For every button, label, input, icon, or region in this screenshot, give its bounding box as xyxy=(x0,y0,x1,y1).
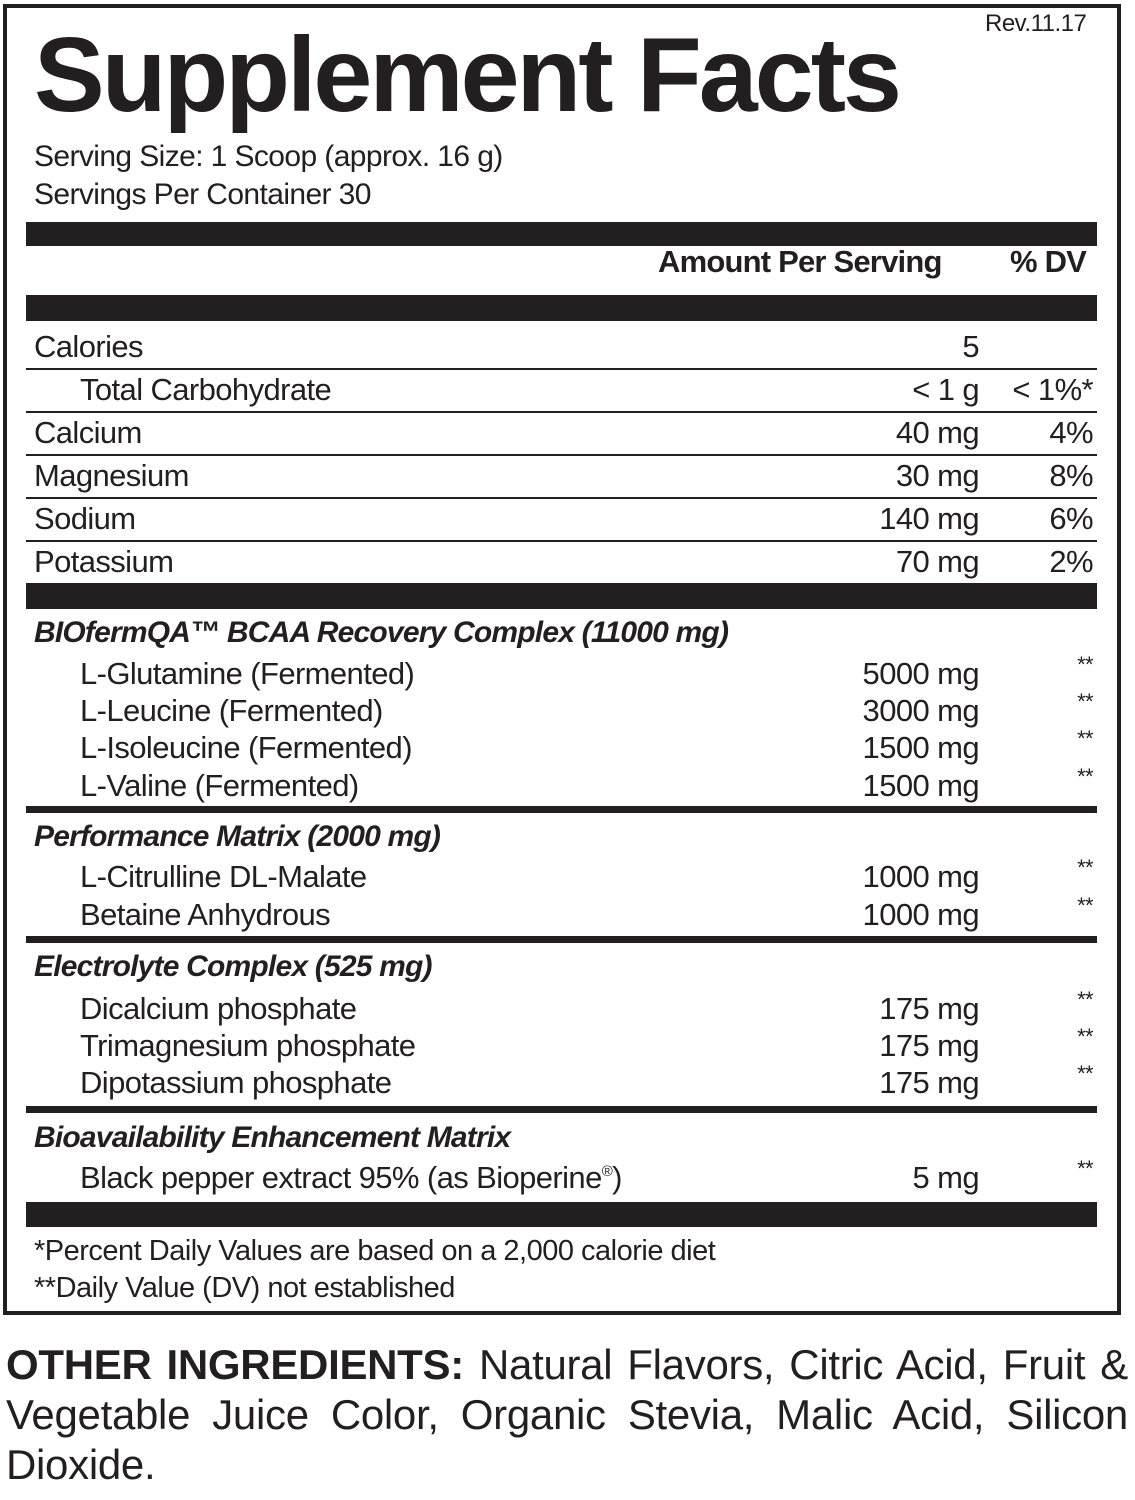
nutrient-dv: 2% xyxy=(1049,544,1093,579)
nutrient-name: Magnesium xyxy=(34,458,189,493)
ingredient-name: Dipotassium phosphate xyxy=(80,1065,392,1100)
column-header-dv: % DV xyxy=(1010,244,1087,279)
ingredient-row xyxy=(26,652,1097,689)
footnote-percent-dv: *Percent Daily Values are based on a 2,000 calorie diet xyxy=(34,1235,716,1267)
nutrient-row-potassium xyxy=(26,540,1097,583)
nutrient-amount: 30 mg xyxy=(895,458,979,493)
ingredient-name: L-Glutamine (Fermented) xyxy=(80,656,415,691)
panel-title: Supplement Facts xyxy=(34,16,899,134)
ingredient-row xyxy=(26,893,1097,930)
ingredient-row xyxy=(26,689,1097,726)
nutrient-amount: 5 xyxy=(962,329,979,364)
ingredient-name: Betaine Anhydrous xyxy=(80,897,331,932)
ingredient-dv: ** xyxy=(1077,855,1093,880)
nutrient-dv: 4% xyxy=(1049,415,1093,450)
serving-size: Serving Size: 1 Scoop (approx. 16 g) xyxy=(34,140,503,173)
nutrient-dv: 8% xyxy=(1049,458,1093,493)
ingredient-amount: 5000 mg xyxy=(862,656,979,691)
nutrient-row-calories xyxy=(26,325,1097,370)
ingredient-dv: ** xyxy=(1077,1024,1093,1049)
ingredient-amount: 3000 mg xyxy=(862,693,979,728)
medium-divider xyxy=(26,806,1097,813)
nutrient-dv: < 1%* xyxy=(1012,372,1093,407)
thick-divider xyxy=(26,583,1097,609)
ingredient-amount: 1500 mg xyxy=(862,730,979,765)
ingredient-amount: 1500 mg xyxy=(862,768,979,803)
ingredient-amount: 1000 mg xyxy=(862,897,979,932)
ingredient-dv: ** xyxy=(1077,893,1093,918)
other-ingredients xyxy=(6,1340,1128,1490)
footnote-dv-not-established: **Daily Value (DV) not established xyxy=(34,1272,455,1304)
group-title-performance-matrix: Performance Matrix (2000 mg) xyxy=(34,820,441,853)
ingredient-row xyxy=(26,764,1097,801)
ingredient-name: Dicalcium phosphate xyxy=(80,991,357,1026)
ingredient-row xyxy=(26,1061,1097,1098)
medium-divider xyxy=(26,1106,1097,1113)
ingredient-dv: ** xyxy=(1077,764,1093,789)
nutrient-row-sodium xyxy=(26,497,1097,542)
ingredient-row xyxy=(26,987,1097,1024)
nutrient-name: Calories xyxy=(34,329,143,364)
ingredient-dv: ** xyxy=(1077,1156,1093,1181)
ingredient-dv: ** xyxy=(1077,689,1093,714)
ingredient-dv: ** xyxy=(1077,726,1093,751)
column-header-amount: Amount Per Serving xyxy=(658,244,942,279)
group-title-bcaa-complex: BIOfermQA™ BCAA Recovery Complex (11000 mg) xyxy=(34,616,729,649)
group-title-electrolyte-complex: Electrolyte Complex (525 mg) xyxy=(34,950,432,983)
ingredient-name-text: Black pepper extract 95% (as Bioperine xyxy=(80,1160,602,1195)
group-title-bioavailability-matrix: Bioavailability Enhancement Matrix xyxy=(34,1121,511,1154)
ingredient-row xyxy=(26,1024,1097,1061)
ingredient-name: L-Valine (Fermented) xyxy=(80,768,359,803)
nutrient-row-magnesium xyxy=(26,454,1097,499)
nutrient-dv: 6% xyxy=(1049,501,1093,536)
thick-divider xyxy=(26,295,1097,321)
other-ingredients-heading: OTHER INGREDIENTS: xyxy=(6,1341,464,1388)
ingredient-name: L-Isoleucine (Fermented) xyxy=(80,730,412,765)
revision-code: Rev.11.17 xyxy=(985,10,1087,37)
ingredient-amount: 175 mg xyxy=(879,991,979,1026)
nutrient-name: Calcium xyxy=(34,415,142,450)
nutrient-name: Total Carbohydrate xyxy=(80,372,332,407)
ingredient-name: Trimagnesium phosphate xyxy=(80,1028,416,1063)
nutrient-name: Sodium xyxy=(34,501,136,536)
ingredient-row xyxy=(26,855,1097,892)
ingredient-name-suffix: ) xyxy=(612,1160,622,1195)
nutrient-amount: 40 mg xyxy=(895,415,979,450)
nutrient-name: Potassium xyxy=(34,544,174,579)
nutrient-amount: 70 mg xyxy=(895,544,979,579)
ingredient-row xyxy=(26,726,1097,763)
other-ingredients-text: Natural Flavors, Citric Acid, Fruit & Vegetable Juice Color, Organic Stevia, Malic Acid, Silicon Dioxide. xyxy=(6,1341,1128,1488)
thick-divider xyxy=(26,222,1097,246)
nutrient-row-total-carbohydrate xyxy=(26,368,1097,413)
nutrient-amount: 140 mg xyxy=(879,501,979,536)
ingredient-amount: 1000 mg xyxy=(862,859,979,894)
nutrient-amount: < 1 g xyxy=(912,372,979,407)
ingredient-dv: ** xyxy=(1077,652,1093,677)
thick-divider xyxy=(26,1202,1097,1227)
ingredient-amount: 175 mg xyxy=(879,1028,979,1063)
ingredient-dv: ** xyxy=(1077,1061,1093,1086)
medium-divider xyxy=(26,936,1097,943)
servings-per-container: Servings Per Container 30 xyxy=(34,178,371,211)
nutrient-row-calcium xyxy=(26,411,1097,456)
ingredient-dv: ** xyxy=(1077,987,1093,1012)
ingredient-row xyxy=(26,1156,1097,1193)
ingredient-amount: 175 mg xyxy=(879,1065,979,1100)
registered-mark: ® xyxy=(601,1163,613,1180)
ingredient-name: L-Leucine (Fermented) xyxy=(80,693,383,728)
ingredient-amount: 5 mg xyxy=(912,1160,979,1195)
ingredient-name xyxy=(80,1160,622,1196)
ingredient-name: L-Citrulline DL-Malate xyxy=(80,859,367,894)
